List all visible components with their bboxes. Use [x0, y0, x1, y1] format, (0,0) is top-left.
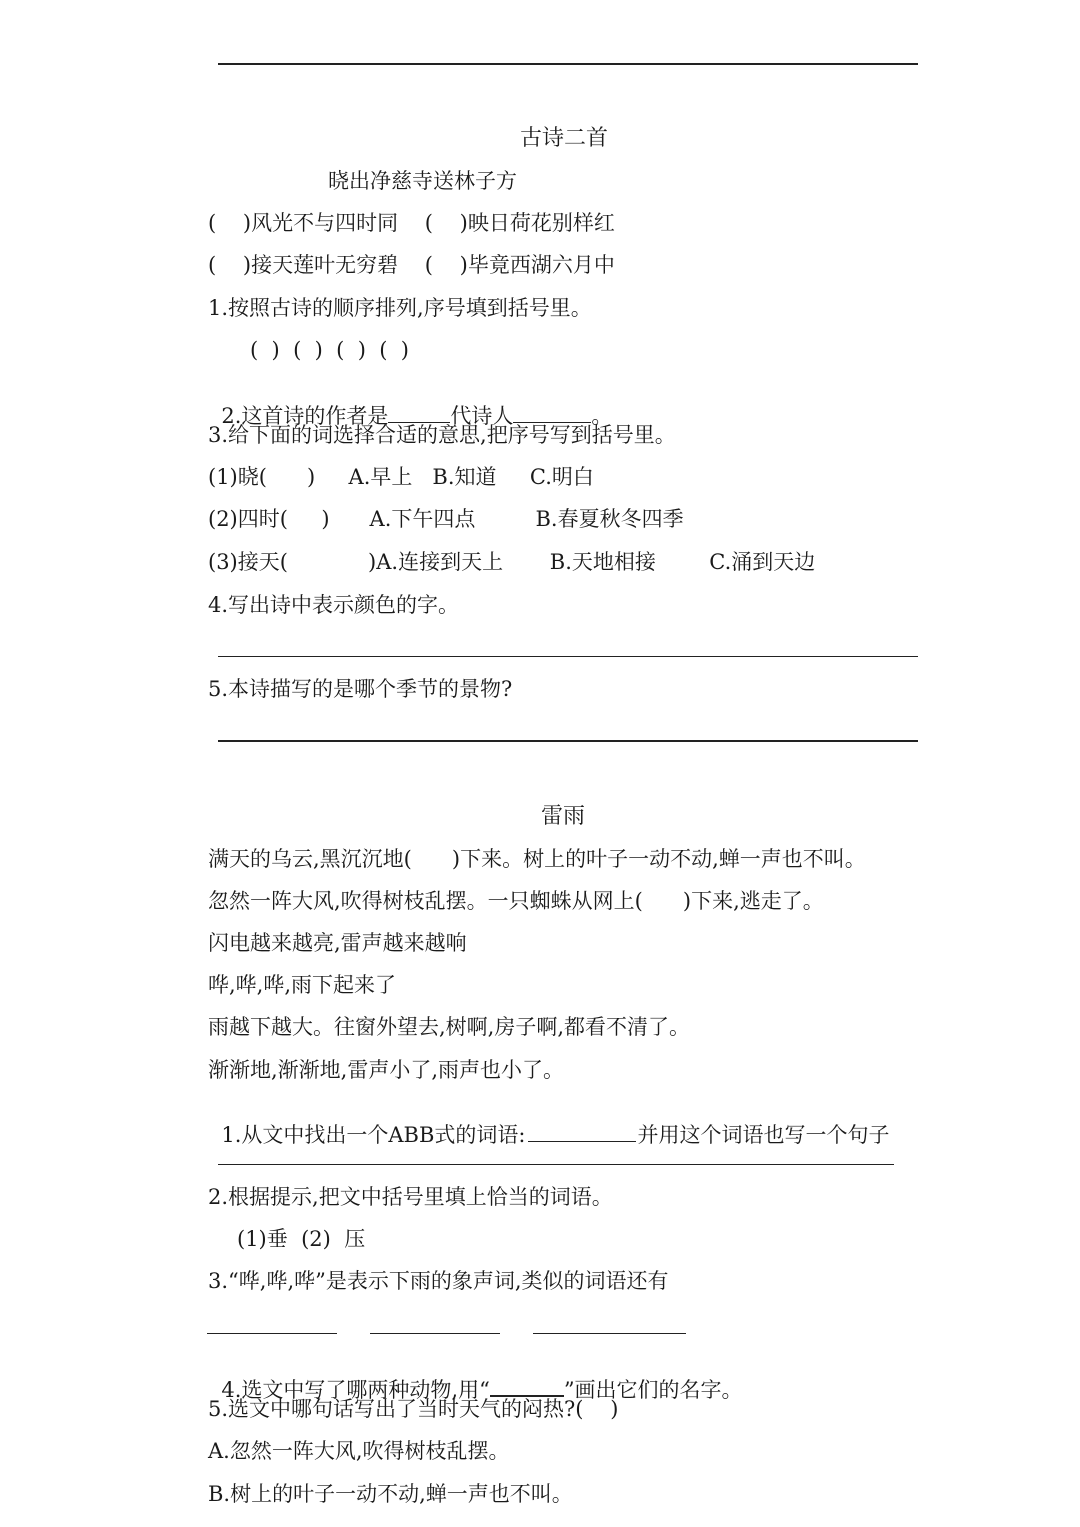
- abb-word-blank[interactable]: [528, 1123, 636, 1142]
- option-b[interactable]: B.树上的叶子一动不动,蝉一声也不叫。: [208, 1482, 573, 1506]
- passage-line: 忽然一阵大风,吹得树枝乱摆。一只蜘蛛从网上( )下来,逃走了。: [208, 889, 824, 913]
- option-a[interactable]: A.忽然一阵大风,吹得树枝乱摆。: [208, 1439, 510, 1463]
- answer-blank-3[interactable]: [533, 1333, 686, 1334]
- answer-blank-2[interactable]: [370, 1333, 500, 1334]
- question-2-text: 代诗人: [450, 404, 514, 428]
- s2-question-3: 3.“哗,哗,哗”是表示下雨的象声词,类似的词语还有: [208, 1269, 669, 1293]
- s2-question-2: 2.根据提示,把文中括号里填上恰当的词语。: [208, 1185, 613, 1209]
- poem-line: ( )风光不与四时同 ( )映日荷花别样红: [208, 211, 615, 235]
- dynasty-blank[interactable]: [388, 404, 450, 423]
- question-2: [208, 383, 612, 427]
- s2-question-5: 5.选文中哪句话写出了当时天气的闷热?( ): [208, 1397, 619, 1421]
- poet-blank[interactable]: [513, 404, 591, 423]
- poem-line: ( )接天莲叶无穷碧 ( )毕竟西湖六月中: [208, 253, 615, 277]
- s2-question-1: [208, 1102, 890, 1146]
- question-4: 4.写出诗中表示颜色的字。: [208, 593, 460, 617]
- answer-line-q5[interactable]: [218, 740, 918, 742]
- underline-sample: [490, 1377, 564, 1397]
- top-rule: [218, 63, 918, 65]
- s2-question-1-text: 并用这个词语也写一个句子: [637, 1123, 890, 1147]
- question-1: 1.按照古诗的顺序排列,序号填到括号里。: [208, 296, 592, 320]
- question-2-text: 。: [591, 404, 613, 428]
- section2-title: 雷雨: [541, 804, 586, 829]
- q3-item: (1)晓( ) A.早上 B.知道 C.明白: [208, 465, 594, 489]
- passage-line: 哗,哗,哗,雨下起来了: [208, 973, 397, 997]
- q3-item: (2)四时( ) A.下午四点 B.春夏秋冬四季: [208, 507, 684, 531]
- section1-title: 古诗二首: [520, 126, 609, 151]
- question-3: 3.给下面的词选择合适的意思,把序号写到括号里。: [208, 423, 676, 447]
- passage-line: 雨越下越大。往窗外望去,树啊,房子啊,都看不清了。: [208, 1015, 691, 1039]
- question-5: 5.本诗描写的是哪个季节的景物?: [208, 677, 513, 701]
- order-brackets[interactable]: ( ) ( ) ( ) ( ): [250, 338, 409, 362]
- poem-title: 晓出净慈寺送林子方: [328, 169, 517, 193]
- answer-line-s2q1[interactable]: [218, 1164, 894, 1165]
- answer-blank-1[interactable]: [207, 1333, 337, 1334]
- passage-line: 满天的乌云,黑沉沉地( )下来。树上的叶子一动不动,蝉一声也不叫。: [208, 847, 866, 871]
- answer-line-q4[interactable]: [218, 656, 918, 657]
- s2-question-4: [208, 1356, 743, 1401]
- s2-question-4-text: ”画出它们的名字。: [563, 1378, 743, 1402]
- s2-question-2-hint: (1)垂 (2) 压: [237, 1227, 366, 1251]
- passage-line: 渐渐地,渐渐地,雷声小了,雨声也小了。: [208, 1058, 565, 1082]
- s2-question-1-text: 1.从文中找出一个ABB式的词语:: [221, 1123, 526, 1147]
- s2-question-4-text: 4.选文中写了哪两种动物,用“: [221, 1378, 490, 1402]
- question-2-text: 2.这首诗的作者是: [221, 404, 389, 428]
- passage-line: 闪电越来越亮,雷声越来越响: [208, 931, 467, 955]
- q3-item: (3)接天( )A.连接到天上 B.天地相接 C.涌到天边: [208, 550, 816, 574]
